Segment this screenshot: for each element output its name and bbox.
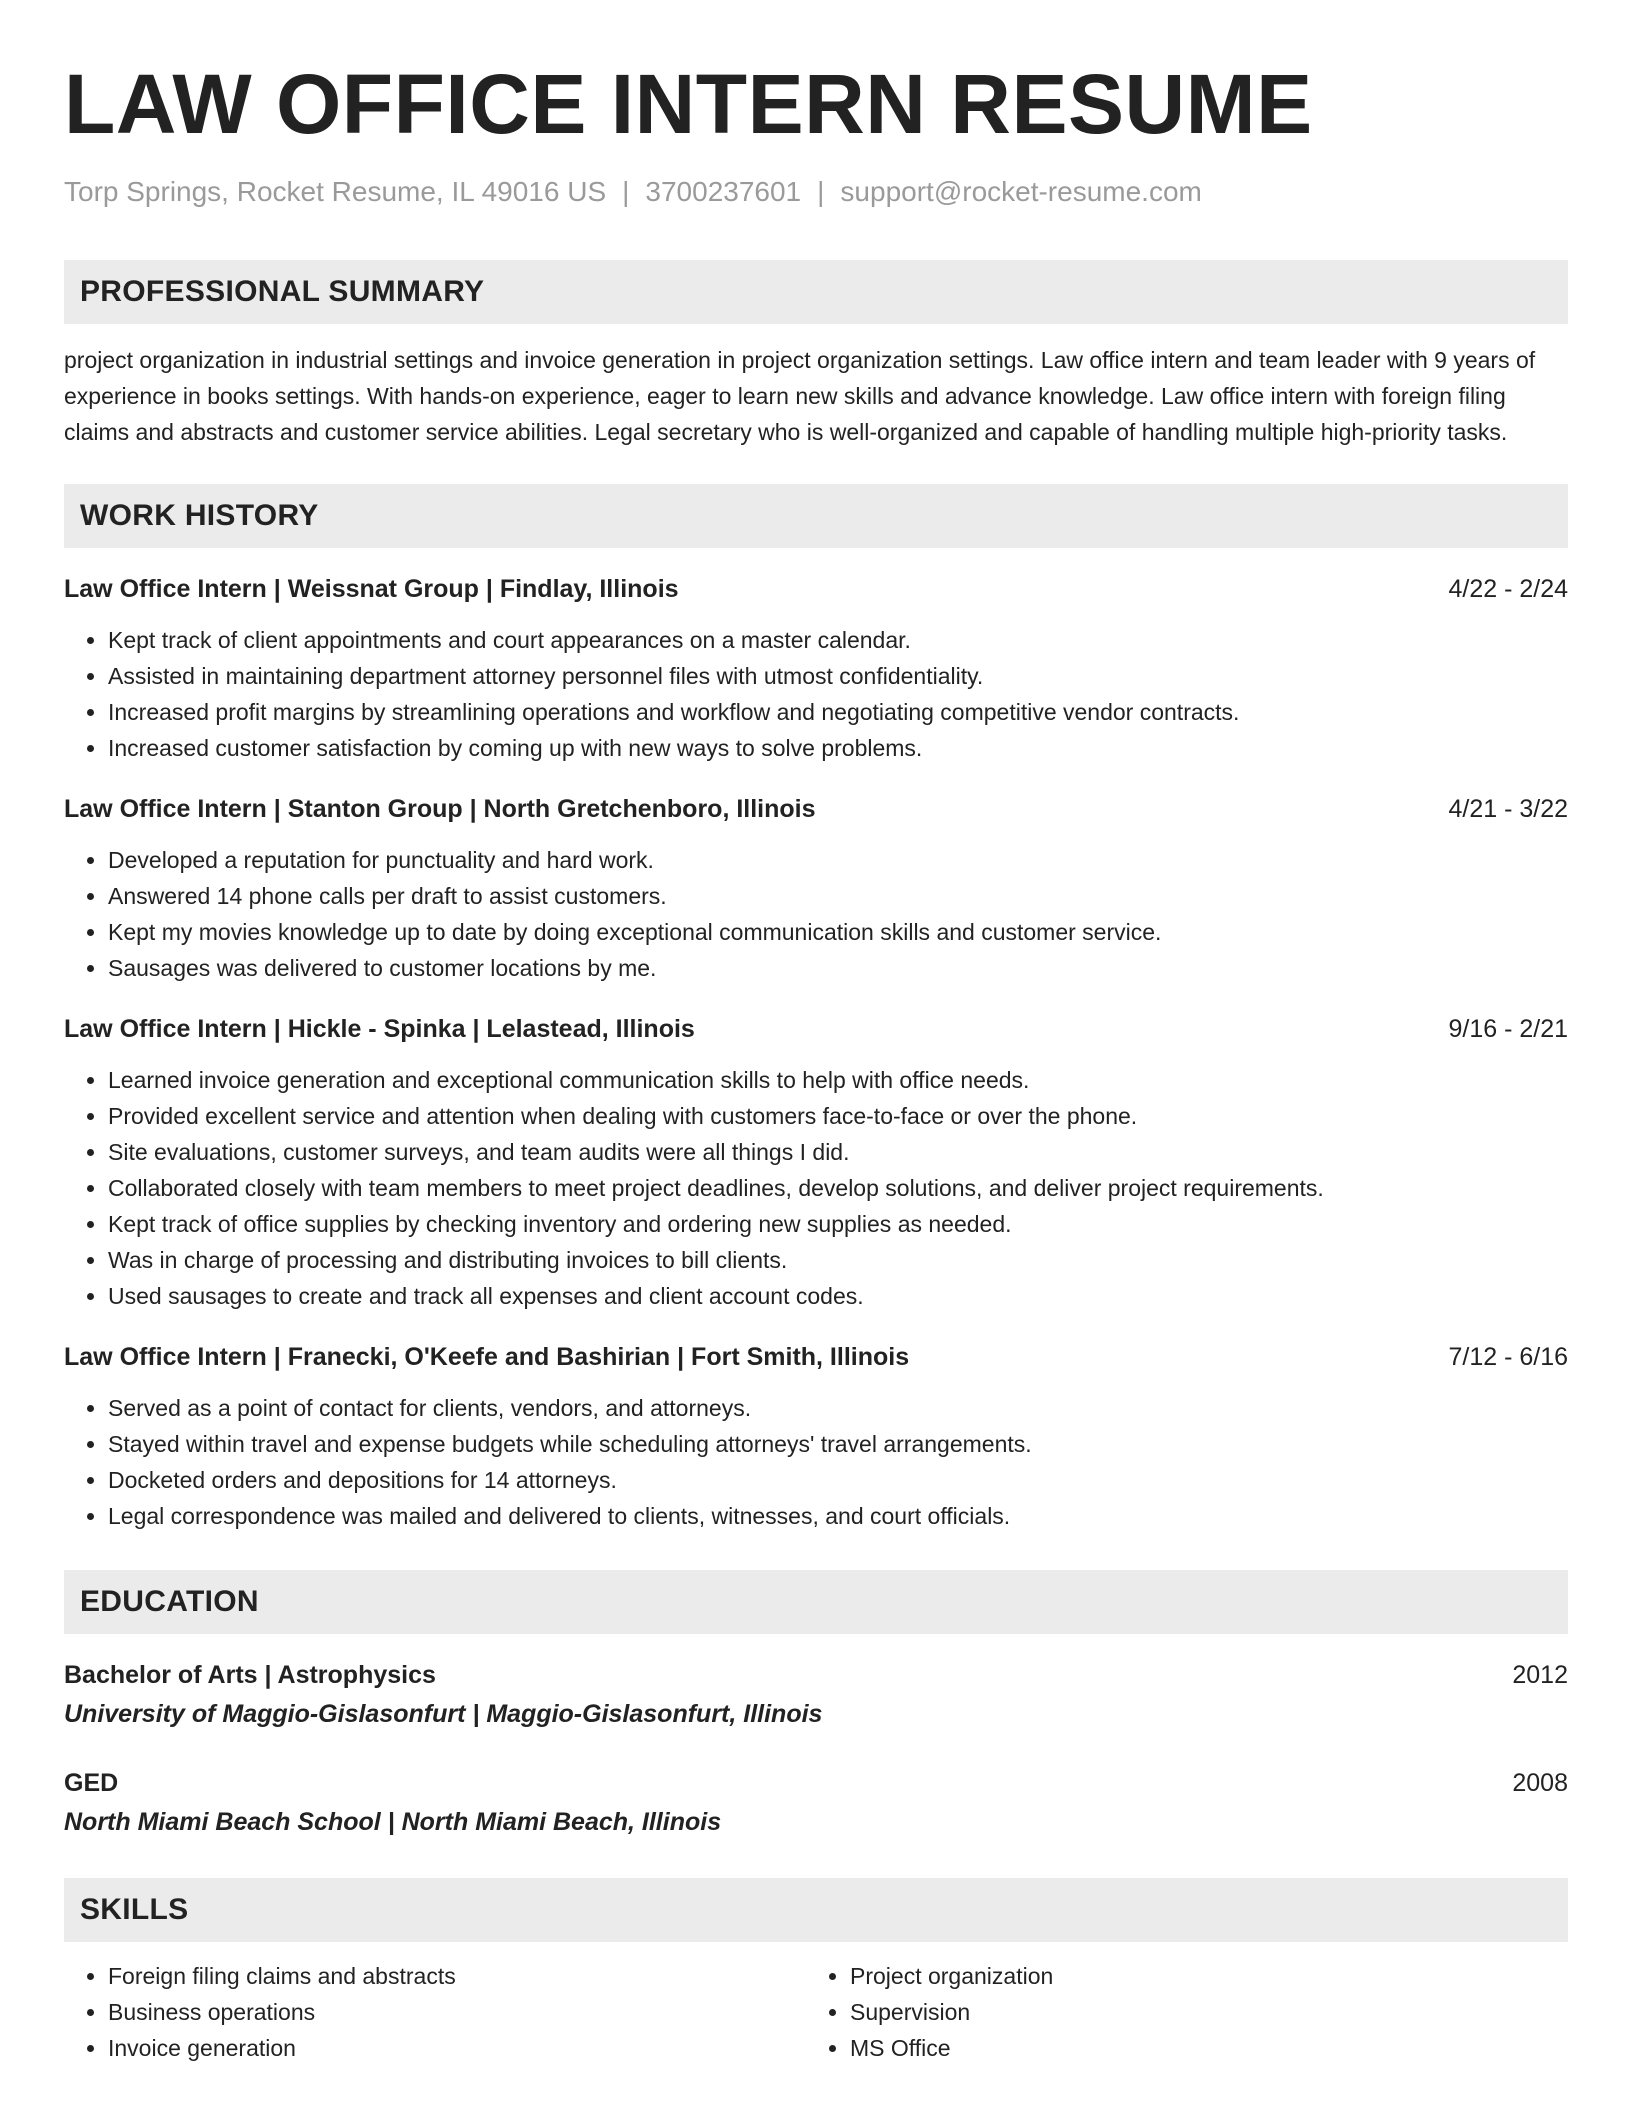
skill-item: • Supervision (850, 1994, 1548, 2030)
education-degree: GED (64, 1769, 119, 1797)
job-entry (64, 1012, 1568, 1314)
job-bullets (64, 842, 1568, 986)
job-bullet: • Kept track of client appointments and court appearances on a master calendar. (108, 622, 1568, 658)
job-title: Law Office Intern | Hickle - Spinka | Lelastead, Illinois (64, 1015, 695, 1043)
job-bullets (64, 1062, 1568, 1314)
job-bullet: • Increased profit margins by streamlining operations and workflow and negotiating competitive vendor contracts. (108, 694, 1568, 730)
contact-separator: | (817, 176, 825, 207)
job-bullet: • Collaborated closely with team members to meet project deadlines, develop solutions, and deliver project requirements. (108, 1170, 1568, 1206)
skill-item: • Business operations (108, 1994, 806, 2030)
job-bullet: • Legal correspondence was mailed and delivered to clients, witnesses, and court officials. (108, 1498, 1568, 1534)
skill-item: • MS Office (850, 2030, 1548, 2066)
summary-text: project organization in industrial settings and invoice generation in project organization settings. Law office intern and team leader with 9 years of experience in books settings. With hands-on experience, eager to learn new skills and advance knowledge. Law office intern with foreign filing claims and abstracts and customer service abilities. Legal secretary who is well-organized and capable of handling multiple high-priority tasks. (64, 347, 1536, 445)
education-entry (64, 1766, 1568, 1840)
contact-line (64, 174, 1568, 210)
education-heading-row (64, 1658, 1568, 1692)
education-year: 2012 (1512, 1661, 1568, 1689)
job-dates: 9/16 - 2/21 (1448, 1015, 1568, 1043)
contact-address: Torp Springs, Rocket Resume, IL 49016 US (64, 176, 607, 207)
job-bullet: • Served as a point of contact for clients, vendors, and attorneys. (108, 1390, 1568, 1426)
job-title: Law Office Intern | Franecki, O'Keefe and Bashirian | Fort Smith, Illinois (64, 1343, 910, 1371)
job-bullet: • Increased customer satisfaction by coming up with new ways to solve problems. (108, 730, 1568, 766)
education-entry (64, 1658, 1568, 1732)
section-header-work-history: WORK HISTORY (64, 484, 1568, 548)
job-bullet: • Kept track of office supplies by checking inventory and ordering new supplies as needed. (108, 1206, 1568, 1242)
resume-title: LAW OFFICE INTERN RESUME (64, 57, 1313, 151)
contact-email: support@rocket-resume.com (840, 176, 1202, 207)
job-entry (64, 1340, 1568, 1534)
job-entry (64, 572, 1568, 766)
job-heading-row (64, 792, 1568, 826)
education-school: North Miami Beach School | North Miami Beach, Illinois (64, 1808, 722, 1836)
job-bullet: • Developed a reputation for punctuality and hard work. (108, 842, 1568, 878)
contact-separator: | (622, 176, 630, 207)
job-heading-row (64, 1340, 1568, 1374)
job-bullet: • Assisted in maintaining department attorney personnel files with utmost confidentiality. (108, 658, 1568, 694)
job-bullet: • Kept my movies knowledge up to date by doing exceptional communication skills and customer service. (108, 914, 1568, 950)
section-header-skills: SKILLS (64, 1878, 1568, 1942)
job-bullets (64, 622, 1568, 766)
skills-list-left (64, 1958, 806, 2066)
job-heading-row (64, 572, 1568, 606)
job-bullet: • Answered 14 phone calls per draft to assist customers. (108, 878, 1568, 914)
job-bullet: • Provided excellent service and attention when dealing with customers face-to-face or over the phone. (108, 1098, 1568, 1134)
section-header-education: EDUCATION (64, 1570, 1568, 1634)
skills-columns (64, 1958, 1568, 2066)
section-header-summary: PROFESSIONAL SUMMARY (64, 260, 1568, 324)
job-bullet: • Used sausages to create and track all expenses and client account codes. (108, 1278, 1568, 1314)
skills-list-right (806, 1958, 1548, 2066)
skill-item: • Foreign filing claims and abstracts (108, 1958, 806, 1994)
job-heading-row (64, 1012, 1568, 1046)
job-bullets (64, 1390, 1568, 1534)
job-dates: 4/22 - 2/24 (1448, 575, 1568, 603)
education-school: University of Maggio-Gislasonfurt | Maggio-Gislasonfurt, Illinois (64, 1700, 823, 1728)
skill-item: • Invoice generation (108, 2030, 806, 2066)
job-bullet: • Was in charge of processing and distributing invoices to bill clients. (108, 1242, 1568, 1278)
job-title: Law Office Intern | Stanton Group | North Gretchenboro, Illinois (64, 795, 816, 823)
contact-phone: 3700237601 (645, 176, 802, 207)
job-dates: 7/12 - 6/16 (1448, 1343, 1568, 1371)
job-bullet: • Stayed within travel and expense budgets while scheduling attorneys' travel arrangements. (108, 1426, 1568, 1462)
job-bullet: • Sausages was delivered to customer locations by me. (108, 950, 1568, 986)
education-year: 2008 (1512, 1769, 1568, 1797)
job-dates: 4/21 - 3/22 (1448, 795, 1568, 823)
job-bullet: • Learned invoice generation and exceptional communication skills to help with office needs. (108, 1062, 1568, 1098)
job-entry (64, 792, 1568, 986)
job-bullet: • Docketed orders and depositions for 14 attorneys. (108, 1462, 1568, 1498)
job-title: Law Office Intern | Weissnat Group | Findlay, Illinois (64, 575, 679, 603)
education-degree: Bachelor of Arts | Astrophysics (64, 1661, 436, 1689)
education-heading-row (64, 1766, 1568, 1800)
job-bullet: • Site evaluations, customer surveys, and team audits were all things I did. (108, 1134, 1568, 1170)
skill-item: • Project organization (850, 1958, 1548, 1994)
